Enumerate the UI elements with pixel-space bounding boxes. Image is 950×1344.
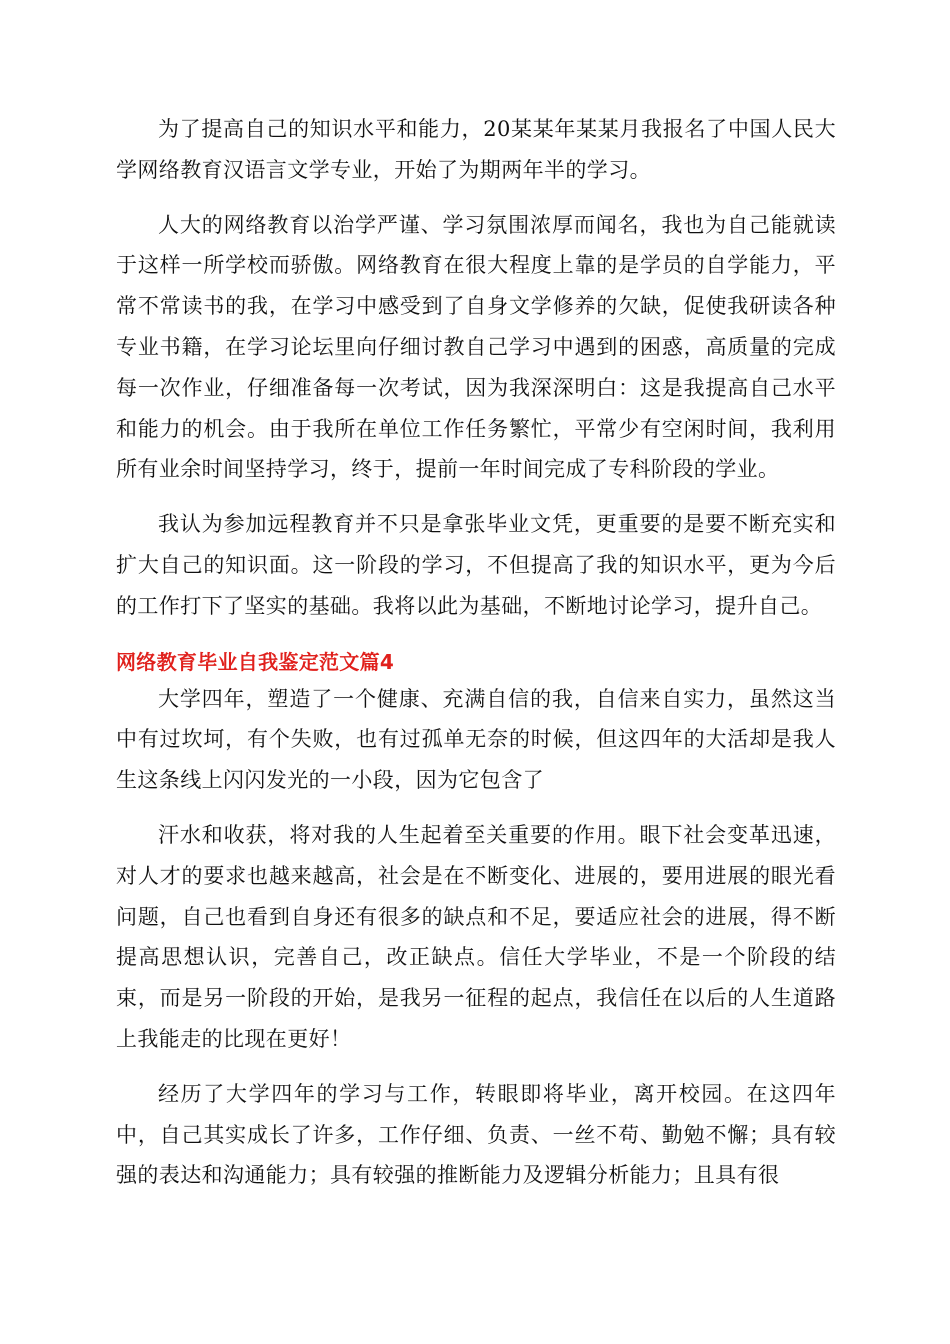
paragraph-growth-summary: 经历了大学四年的学习与工作，转眼即将毕业，离开校园。在这四年中，自己其实成长了许多，工作仔细、负责、一丝不苟、勤勉不懈；具有较强的表达和沟通能力；具有较强的推断能力及逻辑分析能力；且具有很: [116, 1081, 836, 1188]
section-heading: 网络教育毕业自我鉴定范文篇4: [116, 649, 395, 674]
paragraph-sweat-and-harvest: 汗水和收获，将对我的人生起着至关重要的作用。眼下社会变革迅速，对人才的要求也越来越高，社会是在不断变化、进展的，要用进展的眼光看问题，自己也看到自身还有很多的缺点和不足，要适应社会的进展，得不断提高思想认识，完善自己，改正缺点。信任大学毕业，不是一个阶段的结束，而是另一阶段的开始，是我另一征程的起点，我信任在以后的人生道路上我能走的比现在更好！: [116, 822, 836, 1051]
paragraph-four-years: 大学四年，塑造了一个健康、充满自信的我，自信来自实力，虽然这当中有过坎坷，有个失败，也有过孤单无奈的时候，但这四年的大活却是我人生这条线上闪闪发光的一小段，因为它包含了: [116, 686, 836, 793]
paragraph-renmin-online-education: 人大的网络教育以治学严谨、学习氛围浓厚而闻名，我也为自己能就读于这样一所学校而骄傲。网络教育在很大程度上靠的是学员的自学能力，平常不常读书的我，在学习中感受到了自身文学修养的欠缺，促使我研读各种专业书籍，在学习论坛里向仔细讨教自己学习中遇到的困惑，高质量的完成每一次作业，仔细准备每一次考试，因为我深深明白：这是我提高自己水平和能力的机会。由于我所在单位工作任务繁忙，平常少有空闲时间，我利用所有业余时间坚持学习，终于，提前一年时间完成了专科阶段的学业。: [116, 212, 836, 482]
paragraph-study-intro: 为了提高自己的知识水平和能力，20某某年某某月我报名了中国人民大学网络教育汉语言文学专业，开始了为期两年半的学习。: [116, 117, 836, 182]
document-page: [116, 109, 836, 1210]
paragraph-distance-education-value: 我认为参加远程教育并不只是拿张毕业文凭，更重要的是要不断充实和扩大自己的知识面。这一阶段的学习，不但提高了我的知识水平，更为今后的工作打下了坚实的基础。我将以此为基础，不断地讨论学习，提升自己。: [116, 512, 836, 618]
